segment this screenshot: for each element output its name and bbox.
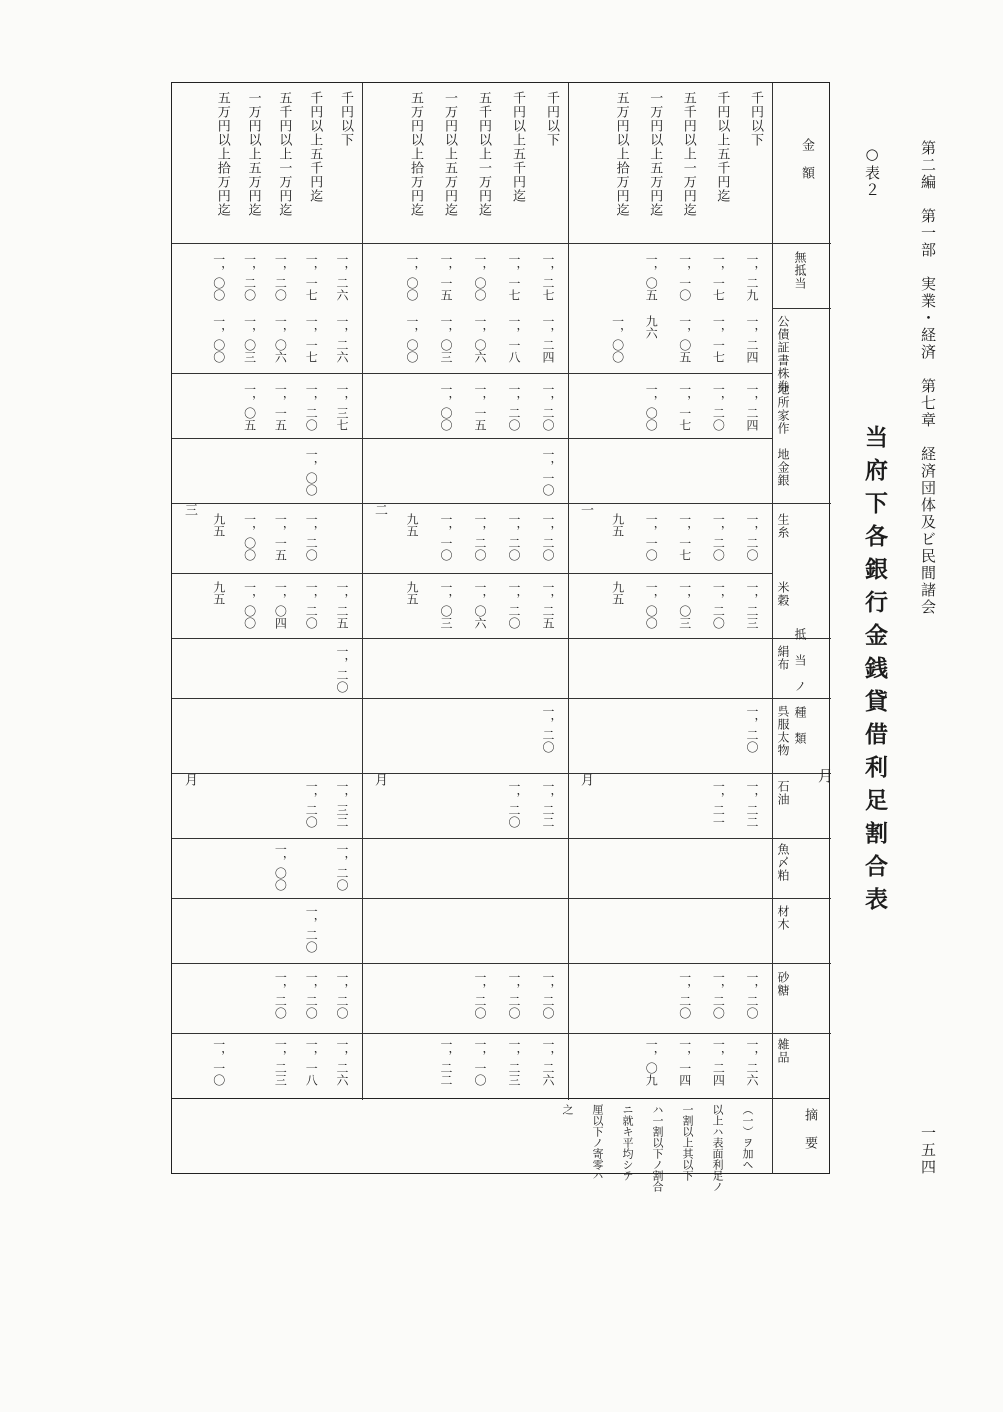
month-divider-1 — [568, 83, 569, 1100]
col-div — [172, 438, 772, 439]
rate-cell: 一，二二 — [541, 780, 555, 828]
rate-cell: 一，二〇 — [304, 905, 319, 953]
month-word: 月 — [578, 773, 593, 787]
rate-cell: 一，二三 — [745, 581, 759, 629]
tekiyo-line: （一）ヲ加ヘ — [741, 1104, 754, 1170]
rate-cell: 一，二〇 — [507, 780, 521, 828]
rate-cell: 一，二〇 — [304, 971, 319, 1019]
column-header: 生糸 — [776, 513, 790, 539]
rate-cell: 一，一七 — [677, 383, 692, 431]
rate-cell: 一，〇三 — [439, 315, 453, 363]
rate-cell: 一，二二 — [439, 1038, 453, 1086]
amount-header: 金 額 — [799, 138, 814, 180]
rate-cell: 一，二〇 — [473, 513, 487, 561]
rate-cell: 九五 — [211, 581, 226, 605]
rate-cell: 一，二〇 — [541, 383, 555, 431]
table-number: ○表２ — [863, 145, 881, 199]
rate-cell: 一，一七 — [711, 315, 726, 363]
rate-cell: 一，二〇 — [711, 581, 726, 629]
amount-row-label: 五千円以上一万円迄 — [680, 91, 696, 217]
col-div — [172, 773, 831, 774]
rate-cell: 一，二〇 — [711, 971, 726, 1019]
rate-cell: 一，二〇 — [541, 705, 555, 753]
rate-cell: 一，一七 — [677, 513, 692, 561]
tekiyo-line: 厘以下ノ寄零ハ — [591, 1104, 604, 1181]
rate-cell: 一，二六 — [335, 253, 349, 301]
rate-cell: 一，二四 — [745, 383, 759, 431]
amount-row-label: 五万円以上拾万円迄 — [214, 91, 230, 217]
column-header: 魚〆粕 — [776, 843, 790, 882]
rate-cell: 一，〇三 — [242, 315, 257, 363]
amount-row-label: 千円以上五千円迄 — [510, 91, 525, 203]
rate-cell: 九五 — [405, 581, 419, 605]
rate-table — [171, 82, 834, 1099]
tekiyo-line: ニ就キ平均シテ — [621, 1104, 634, 1181]
col-div — [172, 638, 831, 639]
amount-row-label: 一万円以上五万円迄 — [647, 91, 663, 217]
month-label: 二 — [372, 503, 387, 517]
col-div — [772, 308, 831, 309]
header-divider — [772, 83, 773, 1100]
amount-row-label: 千円以上五千円迄 — [714, 91, 730, 203]
rate-cell: 一，三二 — [335, 780, 349, 828]
rate-cell: 一，一七 — [304, 315, 319, 363]
rate-cell: 一，二〇 — [335, 971, 349, 1019]
rate-cell: 一，〇〇 — [304, 448, 319, 496]
rate-cell: 一，二〇 — [304, 780, 319, 828]
rate-cell: 九六 — [644, 315, 659, 339]
mutan-header: 無抵当 — [793, 251, 807, 290]
tekiyo-line: 以上ハ表面利足ノ — [711, 1104, 724, 1192]
month-word: 月 — [372, 773, 387, 787]
column-header: 地所家作 — [776, 383, 790, 435]
amount-row-label: 五万円以上拾万円迄 — [613, 91, 629, 217]
rate-cell: 九五 — [610, 513, 625, 537]
rate-cell: 一，二〇 — [745, 705, 759, 753]
rate-cell: 一，〇六 — [273, 315, 288, 363]
month-word: 月 — [182, 773, 197, 787]
rate-cell: 一，二六 — [335, 1038, 349, 1086]
rate-cell: 一，二〇 — [273, 253, 288, 301]
rate-cell: 一，二四 — [711, 1038, 726, 1086]
rate-cell: 一，二〇 — [541, 971, 555, 1019]
rate-cell: 一，一五 — [473, 383, 487, 431]
rate-cell: 一，〇〇 — [242, 581, 257, 629]
rate-cell: 一，一〇 — [677, 253, 692, 301]
page-number: 一五四 — [919, 1125, 937, 1176]
rate-cell: 一，二〇 — [304, 383, 319, 431]
rate-cell: 一，一四 — [677, 1038, 692, 1086]
rate-cell: 一，二九 — [745, 253, 759, 301]
rate-cell: 一，〇五 — [242, 383, 257, 431]
rate-cell: 一，二五 — [335, 581, 349, 629]
column-header: 絹布 — [776, 645, 790, 671]
rate-cell: 一，一〇 — [439, 513, 453, 561]
rate-cell: 一，二〇 — [745, 513, 759, 561]
amount-row-label: 千円以下 — [544, 91, 559, 147]
col-div — [172, 373, 772, 374]
rate-cell: 一，一五 — [439, 253, 453, 301]
rate-cell: 一，二〇 — [335, 645, 349, 693]
amount-row-label: 五万円以上拾万円迄 — [408, 91, 423, 217]
column-header: 砂糖 — [776, 971, 790, 997]
rate-cell: 一，二〇 — [677, 971, 692, 1019]
rate-cell: 九五 — [211, 513, 226, 537]
rate-cell: 一，〇六 — [473, 581, 487, 629]
rate-cell: 一，〇〇 — [644, 581, 659, 629]
amount-row-label: 一万円以上五万円迄 — [442, 91, 457, 217]
rate-cell: 一，二一 — [711, 780, 726, 828]
col-div — [172, 503, 831, 504]
rate-cell: 一，一五 — [273, 383, 288, 431]
rate-cell: 一，二〇 — [304, 513, 319, 561]
rate-cell: 一，〇〇 — [610, 315, 625, 363]
column-header: 呉服太物 — [776, 705, 790, 757]
rate-cell: 一，二六 — [541, 1038, 555, 1086]
rate-cell: 九五 — [610, 581, 625, 605]
month-divider-2 — [362, 83, 363, 1100]
rate-cell: 一，二六 — [335, 315, 349, 363]
rate-cell: 一，二五 — [541, 581, 555, 629]
rate-cell: 一，二〇 — [711, 513, 726, 561]
rate-cell: 一，二七 — [541, 253, 555, 301]
rate-cell: 一，二三 — [507, 1038, 521, 1086]
amount-row-label: 千円以下 — [338, 91, 353, 147]
rate-cell: 一，一五 — [273, 513, 288, 561]
rate-cell: 一，二〇 — [711, 383, 726, 431]
column-header: 公債証書株券 — [776, 315, 790, 393]
column-header: 雑品 — [776, 1038, 790, 1064]
col-div — [172, 963, 831, 964]
rate-cell: 一，〇〇 — [211, 315, 226, 363]
rate-cell: 一，一七 — [507, 253, 521, 301]
month-header: 月 — [816, 768, 834, 784]
rate-cell: 一，一〇 — [473, 1038, 487, 1086]
rate-cell: 一，〇五 — [677, 315, 692, 363]
table-title: 当府下各銀行金銭貸借利足割合表 — [861, 425, 888, 920]
rate-cell: 一，一〇 — [211, 1038, 226, 1086]
rate-cell: 一，〇〇 — [211, 253, 226, 301]
amount-row-label: 千円以上五千円迄 — [307, 91, 323, 203]
column-header: 米穀 — [776, 581, 790, 607]
col-div — [172, 898, 831, 899]
column-header: 石油 — [776, 780, 790, 806]
rate-cell: 一，二〇 — [507, 383, 521, 431]
column-header: 材木 — [776, 905, 790, 931]
rate-cell: 一，二〇 — [507, 971, 521, 1019]
rate-cell: 一，〇〇 — [405, 253, 419, 301]
amount-row-label: 五千円以上一万円迄 — [276, 91, 292, 217]
rate-cell: 一，〇三 — [439, 581, 453, 629]
rate-cell: 一，〇〇 — [405, 315, 419, 363]
rate-cell: 一，二〇 — [473, 971, 487, 1019]
rate-cell: 一，二四 — [745, 315, 759, 363]
running-header: 第二編 第一部 実業・経済 第七章 経済団体及ビ民間諸会 — [919, 140, 937, 616]
rate-cell: 一，一八 — [507, 315, 521, 363]
col-div — [172, 698, 831, 699]
tekiyo-box — [171, 1098, 830, 1192]
rate-cell: 九五 — [405, 513, 419, 537]
rate-cell: 一，二二 — [745, 780, 759, 828]
rate-cell: 一，〇四 — [273, 581, 288, 629]
rate-cell: 一，二〇 — [745, 971, 759, 1019]
column-header: 地金銀 — [776, 448, 790, 487]
rate-cell: 一，〇九 — [644, 1038, 659, 1086]
rate-cell: 一，二〇 — [335, 843, 349, 891]
teito-header: 抵 当 ノ 種 類 — [793, 628, 807, 745]
amount-row-label: 五千円以上一万円迄 — [476, 91, 491, 217]
tekiyo-line: 一割以上其以下 — [681, 1104, 694, 1181]
tekiyo-line: ハ一割以下ノ割合 — [651, 1104, 664, 1192]
rate-cell: 一，二〇 — [242, 253, 257, 301]
rate-cell: 一，〇〇 — [473, 253, 487, 301]
month-label: 三 — [182, 503, 197, 517]
rate-cell: 一，一七 — [711, 253, 726, 301]
rate-cell: 一，〇〇 — [273, 843, 288, 891]
rate-cell: 一，三七 — [335, 383, 349, 431]
rate-cell: 一，二〇 — [541, 513, 555, 561]
rate-cell: 一，〇六 — [473, 315, 487, 363]
rate-cell: 一，二〇 — [507, 513, 521, 561]
rate-cell: 一，二三 — [273, 1038, 288, 1086]
col-div — [172, 573, 772, 574]
amount-row-label: 一万円以上五万円迄 — [245, 91, 261, 217]
col-div — [172, 1033, 831, 1034]
rate-cell: 一，二〇 — [304, 581, 319, 629]
rate-cell: 一，〇〇 — [644, 383, 659, 431]
rate-cell: 一，一〇 — [541, 448, 555, 496]
rate-cell: 一，一八 — [304, 1038, 319, 1086]
tekiyo-line: 之 — [561, 1104, 574, 1115]
rate-cell: 一，〇五 — [644, 253, 659, 301]
amount-divider — [172, 243, 831, 244]
rate-cell: 一，二四 — [541, 315, 555, 363]
rate-cell: 一，〇三 — [677, 581, 692, 629]
rate-cell: 一，〇〇 — [242, 513, 257, 561]
tekiyo-header: 摘 要 — [802, 1108, 817, 1150]
rate-cell: 一，一七 — [304, 253, 319, 301]
month-label: 一 — [578, 503, 593, 517]
col-div — [172, 838, 831, 839]
amount-row-label: 千円以下 — [748, 91, 763, 147]
rate-cell: 一，一〇 — [644, 513, 659, 561]
rate-cell: 一，〇〇 — [439, 383, 453, 431]
rate-cell: 一，二〇 — [273, 971, 288, 1019]
rate-cell: 一，二〇 — [507, 581, 521, 629]
rate-cell: 一，二六 — [745, 1038, 759, 1086]
